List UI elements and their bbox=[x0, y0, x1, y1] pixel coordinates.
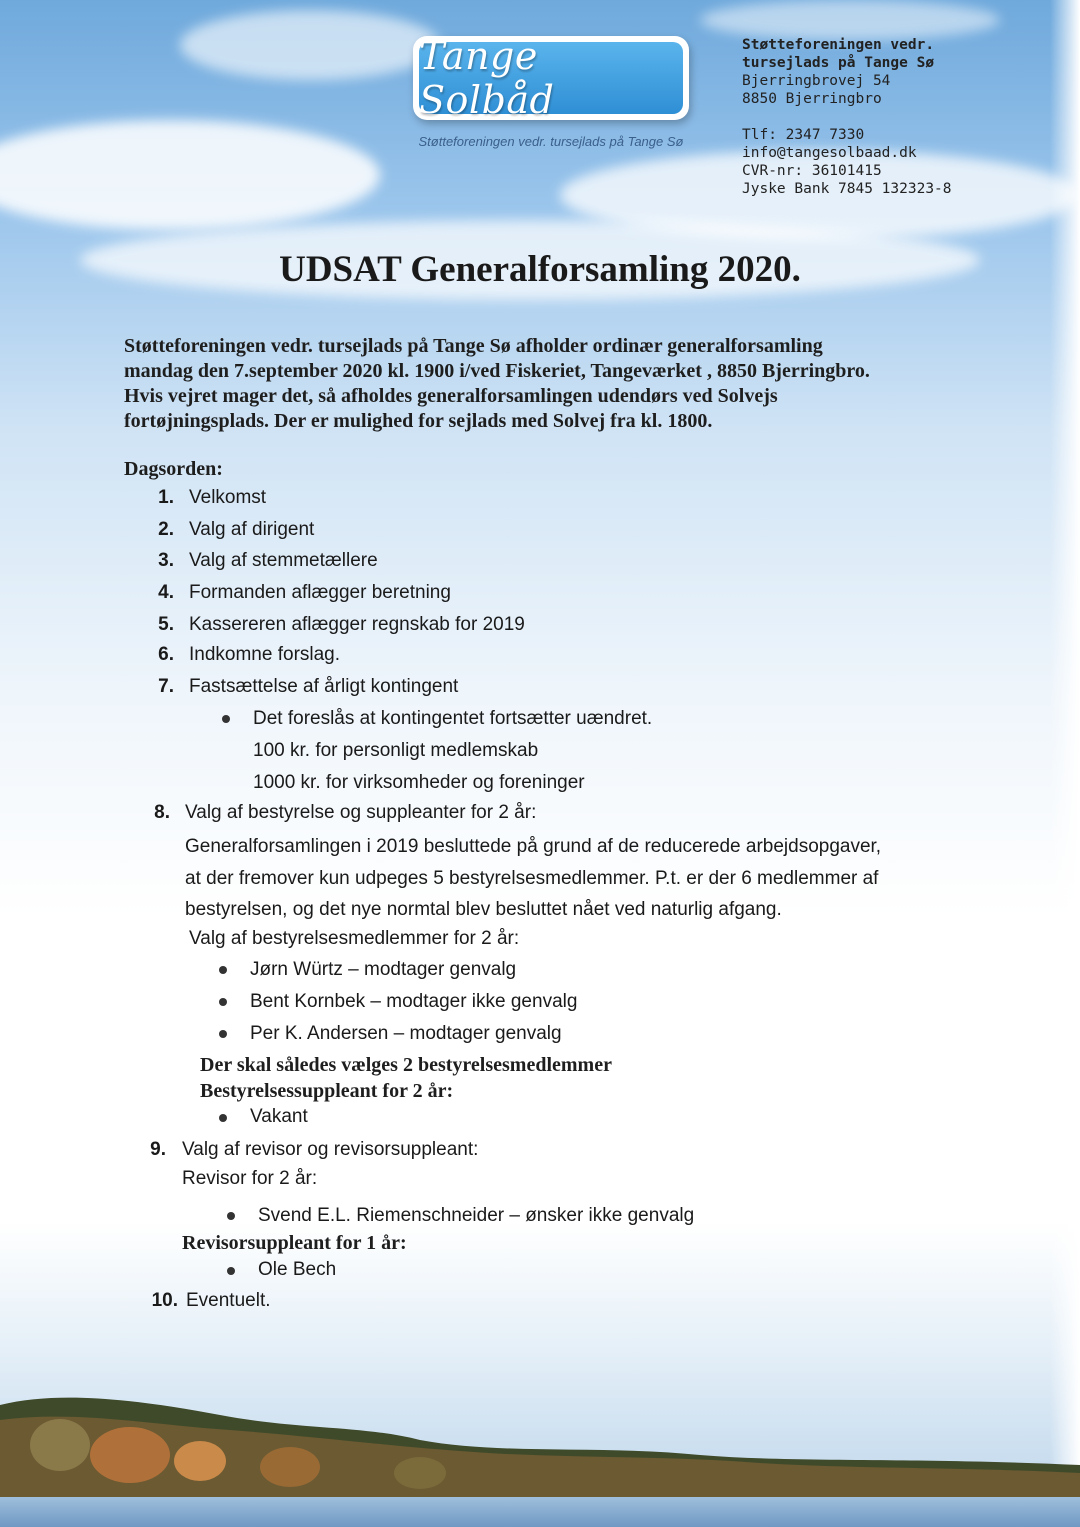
scan-edge bbox=[1050, 0, 1080, 1527]
document-title: UDSAT Generalforsamling 2020. bbox=[279, 249, 801, 290]
org-cvr: CVR-nr: 36101415 bbox=[742, 163, 882, 179]
agenda-number: 1. bbox=[158, 487, 174, 508]
agenda-item: Valg af revisor og revisorsuppleant: bbox=[182, 1139, 479, 1160]
logo-title: Tange Solbåd bbox=[419, 34, 555, 122]
contingent-proposal: Det foreslås at kontingentet fortsætter uændret. bbox=[253, 708, 653, 729]
agenda-item: Valg af dirigent bbox=[189, 519, 315, 540]
org-bank: Jyske Bank 7845 132323-8 bbox=[742, 181, 952, 197]
agenda-item: Valg af stemmetællere bbox=[189, 550, 378, 571]
board-paragraph-line: at der fremover kun udpeges 5 bestyrelsesmedlemmer. P.t. er der 6 medlemmer af bbox=[185, 868, 879, 889]
members-heading: Valg af bestyrelsesmedlemmer for 2 år: bbox=[189, 928, 520, 949]
agenda-number: 10. bbox=[151, 1290, 178, 1311]
cloud bbox=[180, 10, 440, 80]
agenda-item: Formanden aflægger beretning bbox=[189, 582, 451, 603]
logo bbox=[413, 36, 689, 120]
contingent-business: 1000 kr. for virksomheder og foreninger bbox=[253, 772, 585, 793]
intro-line: fortøjningsplads. Der er mulighed for sejlads med Solvej fra kl. 1800. bbox=[124, 410, 713, 432]
agenda-number: 4. bbox=[158, 582, 174, 603]
agenda-number: 8. bbox=[154, 802, 170, 823]
agenda-number: 7. bbox=[158, 676, 174, 697]
agenda-number: 2. bbox=[158, 519, 174, 540]
logo-subtitle: Støtteforeningen vedr. tursejlads på Tange Sø bbox=[418, 134, 684, 149]
bullet-icon bbox=[227, 1212, 235, 1220]
intro-paragraph bbox=[124, 334, 964, 434]
bullet-icon bbox=[222, 715, 230, 723]
election-note: Der skal således vælges 2 bestyrelsesmedlemmer bbox=[200, 1054, 612, 1076]
cloud bbox=[700, 0, 1000, 40]
board-paragraph-line: bestyrelsen, og det nye normtal blev besluttet nået ved naturlig afgang. bbox=[185, 899, 782, 920]
org-phone: Tlf: 2347 7330 bbox=[742, 127, 865, 143]
bullet-icon bbox=[227, 1267, 235, 1275]
logo-badge bbox=[419, 34, 683, 122]
bullet-icon bbox=[219, 998, 227, 1006]
revisor-suppleant: Ole Bech bbox=[258, 1259, 337, 1280]
org-email: info@tangesolbaad.dk bbox=[742, 145, 917, 161]
board-member: Bent Kornbek – modtager ikke genvalg bbox=[250, 991, 578, 1012]
suppleant-heading: Bestyrelsessuppleant for 2 år: bbox=[200, 1080, 454, 1102]
agenda-number: 6. bbox=[158, 644, 174, 665]
agenda-item: Kassereren aflægger regnskab for 2019 bbox=[189, 614, 525, 635]
agenda-number: 5. bbox=[158, 614, 174, 635]
agenda-item: Fastsættelse af årligt kontingent bbox=[189, 676, 459, 697]
org-address2: 8850 Bjerringbro bbox=[742, 91, 882, 107]
agenda-item: Velkomst bbox=[189, 487, 267, 508]
agenda-item: Indkomne forslag. bbox=[189, 644, 341, 665]
agenda-number: 3. bbox=[158, 550, 174, 571]
bullet-icon bbox=[219, 966, 227, 974]
cloud bbox=[0, 120, 380, 230]
intro-line: mandag den 7.september 2020 kl. 1900 i/ved Fiskeriet, Tangeværket , 8850 Bjerringbro. bbox=[124, 360, 870, 382]
board-paragraph-line: Generalforsamlingen i 2019 besluttede på grund af de reducerede arbejdsopgaver, bbox=[185, 836, 882, 857]
organization-info bbox=[742, 36, 952, 198]
agenda-heading: Dagsorden: bbox=[124, 458, 223, 480]
agenda-item: Valg af bestyrelse og suppleanter for 2 år: bbox=[185, 802, 537, 823]
bullet-icon bbox=[219, 1114, 227, 1122]
lake-landscape-image bbox=[0, 1385, 1080, 1527]
org-address1: Bjerringbrovej 54 bbox=[742, 73, 891, 89]
org-name-line2: tursejlads på Tange Sø bbox=[742, 55, 935, 71]
revisor-suppleant-heading: Revisorsuppleant for 1 år: bbox=[182, 1232, 407, 1254]
contingent-personal: 100 kr. for personligt medlemskab bbox=[253, 740, 539, 761]
intro-line: Støtteforeningen vedr. tursejlads på Tange Sø afholder ordinær generalforsamling bbox=[124, 335, 823, 357]
agenda-number: 9. bbox=[150, 1139, 166, 1160]
revisor: Svend E.L. Riemenschneider – ønsker ikke genvalg bbox=[258, 1205, 695, 1226]
board-suppleant: Vakant bbox=[250, 1106, 308, 1127]
board-member: Jørn Würtz – modtager genvalg bbox=[250, 959, 517, 980]
agenda-item: Eventuelt. bbox=[186, 1290, 271, 1311]
intro-line: Hvis vejret mager det, så afholdes generalforsamlingen udendørs ved Solvejs bbox=[124, 385, 778, 407]
org-name-line1: Støtteforeningen vedr. bbox=[742, 37, 935, 53]
board-member: Per K. Andersen – modtager genvalg bbox=[250, 1023, 562, 1044]
bullet-icon bbox=[219, 1030, 227, 1038]
revisor-heading: Revisor for 2 år: bbox=[182, 1168, 318, 1189]
